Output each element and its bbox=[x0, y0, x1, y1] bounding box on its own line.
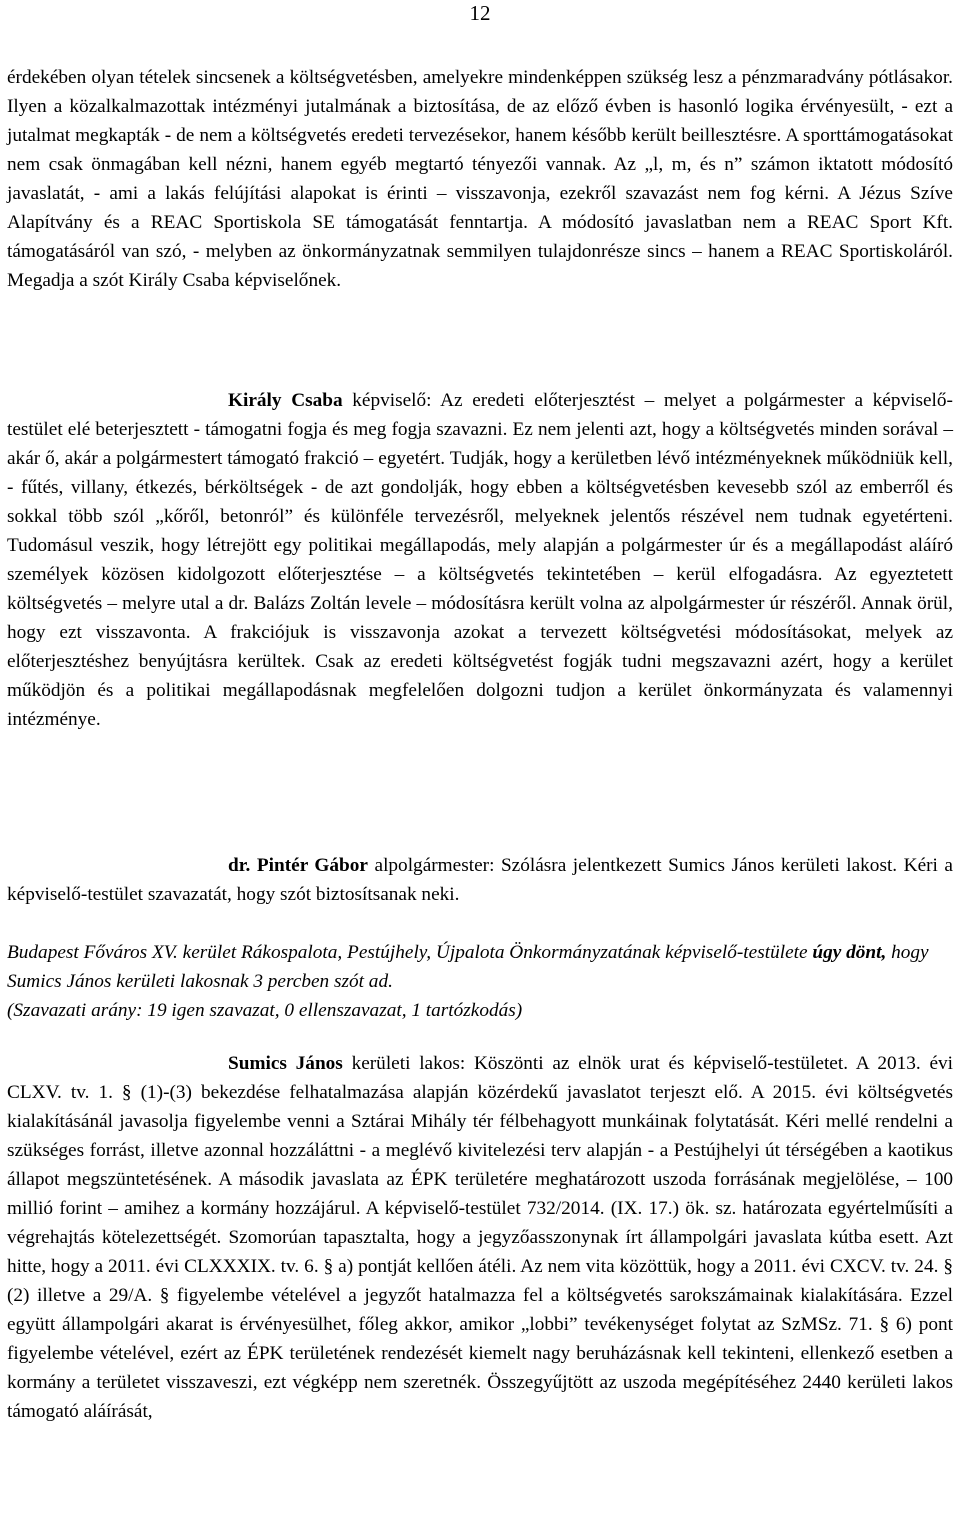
speech-text: képviselő: Az eredeti előterjesztést – melyet a polgármester a képviselő-testület elé beterjesztett - támogatni fogja és meg fogja szavazni. Ez nem jelenti azt, hogy a költségvetés minden sorával – akár ő, akár a polgármestert támogató frakció – egyetért. Tudják, hogy a kerületben lévő intézményeknek működniük kell, - fűtés, villany, étkezés, bérköltségek - de azt gondolják, hogy ebben a költségvetésben kevesebb szól az emberről és sokkal több szól „kőről, betonról” és különféle tervezésről, melyeknek jelentős részével nem tudnak egyetérteni. Tudomásul veszik, hogy létrejött egy politikai megállapodás, mely alapján a polgármester úr és a megállapodást aláíró személyek közösen kidolgozott előterjesztése – a költségvetés tekintetében – kerül elfogadásra. Az egyeztetett költségvetés – melyre utal a dr. Balázs Zoltán levele – módosításra került volna az alpolgármester úr részéről. Annak örül, hogy ezt visszavonta. A frakciójuk is visszavonja azokat a tervezett költségvetési módosításokat, melyek az előterjesztéshez benyújtásra kerültek. Csak az eredeti költségvetést fogják tudni megszavazni azért, hogy a kerület működjön és a politikai megállapodásnak megfelelően dolgozni tudjon a kerület önkormányzata és valamennyi intézménye. bbox=[7, 390, 953, 730]
speaker-name: dr. Pintér Gábor bbox=[228, 855, 368, 876]
paragraph-sumics-janos bbox=[7, 1049, 953, 1426]
resolution-block bbox=[7, 938, 953, 1025]
speech-text: alpolgármester: Szólásra jelentkezett Sumics János kerületi lakost. Kéri a képviselő-testület szavazatát, hogy szót biztosítsanak neki. bbox=[7, 855, 953, 905]
resolution-content: hogy Sumics János kerületi lakosnak 3 percben szót ad. bbox=[7, 942, 929, 992]
paragraph-kiraly-csaba bbox=[7, 386, 953, 734]
speech-text: kerületi lakos: Köszönti az elnök urat és képviselő-testületet. A 2013. évi CLXV. tv. 1. § (1)-(3) bekezdése felhatalmazása alapján közérdekű javaslatot terjeszt elő. A 2015. évi költségvetés kialakításánál javasolja figyelembe venni a Sztárai Mihály tér félbehagyott munkáinak folytatását. Kéri mellé rendelni a szükséges forrást, illetve azonnal hozzáláttni - a meglévő kivitelezési terv alapján - a Pestújhelyi út térségében a kaotikus állapot megszüntetésének. A második javaslata az ÉPK területére meghatározott uszoda forrásának megjelölése, – 100 millió forint – amihez a kormány hozzájárul. A képviselő-testület 732/2014. (IX. 17.) ök. sz. határozata egyértelműsíti a végrehajtás kötelezettségét. Szomorúan tapasztalta, hogy a jegyzőasszonynak írt állampolgári javaslata kútba esett. Azt hitte, hogy a 2011. évi CLXXXIX. tv. 6. § a) pontját kellően átéli. Az nem vita közöttük, hogy a 2011. évi CXCV. tv. 24. § (2) illetve a 29/A. § figyelembe vételével a jegyzőt hatalmazza fel a költségvetés sarokszámainak kialakítására. Ezzel együtt állampolgári akarat is érvényesülhet, főleg akkor, amikor „lobbi” tevékenységet folytat az SzMSz. 71. § 6) pont figyelembe vételével, ezért az ÉPK területének rendezését kiemelt nagy beruházásnak kell tekinteni, ellenkező esetben a kormány a területet visszaveszi, ezt végképp nem szeretnék. Összegyűjtött az uszoda megépítéséhez 2440 kerületi lakos támogató aláírását, bbox=[7, 1053, 953, 1422]
speaker-name: Király Csaba bbox=[228, 390, 343, 411]
paragraph-pinter-gabor bbox=[7, 851, 953, 909]
resolution-text bbox=[7, 942, 929, 992]
speaker-name: Sumics János bbox=[228, 1053, 343, 1074]
page-number: 12 bbox=[469, 1, 491, 25]
vote-ratio: (Szavazati arány: 19 igen szavazat, 0 ellenszavazat, 1 tartózkodás) bbox=[7, 1000, 523, 1021]
paragraph-continuation: érdekében olyan tételek sincsenek a költségvetésben, amelyekre mindenképpen szükség lesz a pénzmaradvány pótlásakor. Ilyen a közalkalmazottak intézményi jutalmának a biztosítása, de az előző évben is hasonló logika érvényesült, - ezt a jutalmat megkapták - de nem a költségvetés eredeti tervezésekor, hanem később került beillesztésre. A sporttámogatásokat nem csak önmagában kell nézni, hanem egyéb megtartó tényezői vannak. Az „l, m, és n” számon iktatott módosító javaslatát, - ami a lakás felújítási alapokat is érinti – visszavonja, ezekről szavazást nem fog kérni. A Jézus Szíve Alapítvány és a REAC Sportiskola SE támogatását fenntartja. A módosító javaslatban nem a REAC Sport Kft. támogatásáról van szó, - melyben az önkormányzatnak semmilyen tulajdonrésze sincs – hanem a REAC Sportiskoláról. Megadja a szót Király Csaba képviselőnek. bbox=[7, 67, 953, 291]
resolution-subject: Budapest Főváros XV. kerület Rákospalota, Pestújhely, Újpalota Önkormányzatának képviselő-testülete bbox=[7, 942, 813, 963]
resolution-decision: úgy dönt, bbox=[812, 942, 887, 963]
